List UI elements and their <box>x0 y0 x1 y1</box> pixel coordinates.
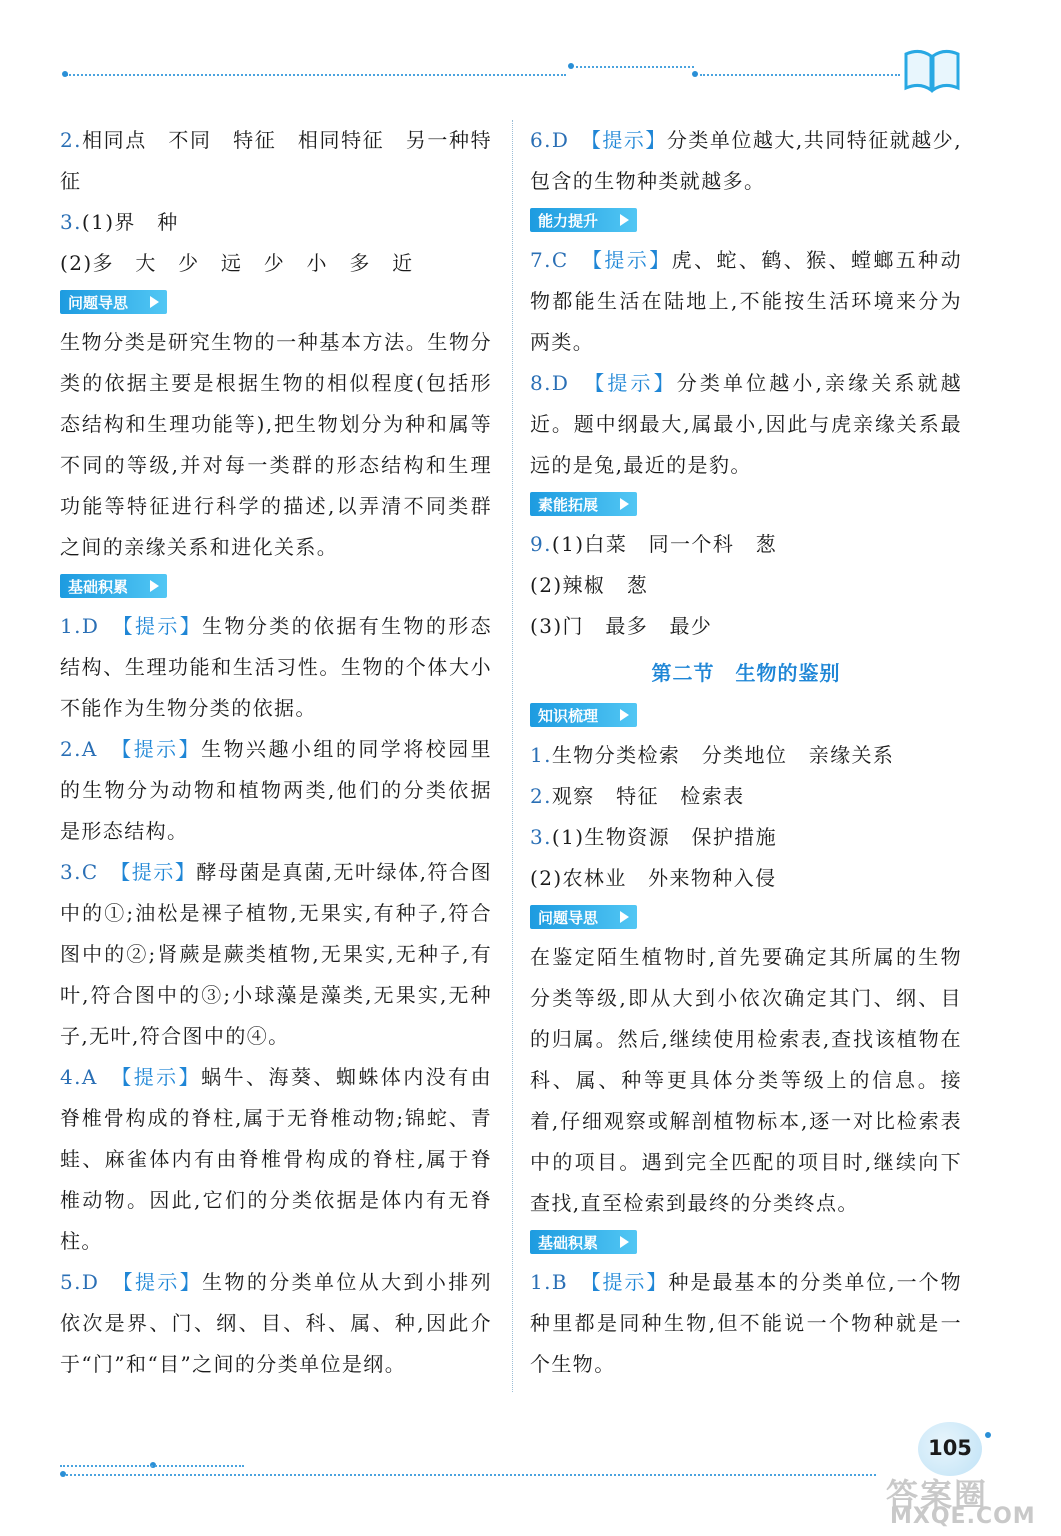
answer-line: 2.相同点 不同 特征 相同特征 另一种特征 <box>60 128 492 193</box>
top-dotted-line-right <box>576 66 694 68</box>
answer-line: 2.观察 特征 检索表 <box>530 784 745 808</box>
answer-item: 1.B 【提示】种是最基本的分类单位,一个物种里都是同种生物,但不能说一个物种就是一个生物。 <box>530 1270 962 1376</box>
play-triangle-icon <box>620 709 629 721</box>
answer-item: 5.D 【提示】生物的分类单位从大到小排列依次是界、门、纲、目、科、属、种,因此介于“门”和“目”之间的分类单位是纲。 <box>60 1270 492 1376</box>
answer-line: 1.生物分类检索 分类地位 亲缘关系 <box>530 743 895 767</box>
section-label-jichujilei: 基础积累 <box>60 574 167 598</box>
play-triangle-icon <box>150 296 159 308</box>
top-dotted-line-far <box>700 74 900 76</box>
answer-line: (2)辣椒 葱 <box>530 573 649 597</box>
page-number-badge <box>918 1422 982 1476</box>
answer-line: 3.(1)生物资源 保护措施 <box>530 825 778 849</box>
play-triangle-icon <box>620 214 629 226</box>
page-dot <box>985 1432 991 1438</box>
top-dot-right <box>692 71 698 77</box>
answer-item: 6.D 【提示】分类单位越大,共同特征就越少,包含的生物种类就越多。 <box>530 128 962 193</box>
answer-item: 8.D 【提示】分类单位越小,亲缘关系就越近。题中纲最大,属最小,因此与虎亲缘关系最远的是兔,最近的是豹。 <box>530 371 962 477</box>
section-label-wentidaosi-2: 问题导思 <box>530 905 637 929</box>
right-column <box>530 120 962 1385</box>
section-title: 第二节 生物的鉴别 <box>651 661 841 685</box>
section-label-zhishishuli: 知识梳理 <box>530 703 637 727</box>
answer-item: 1.D 【提示】生物分类的依据有生物的形态结构、生理功能和生活习性。生物的个体大小不能作为生物分类的依据。 <box>60 614 492 720</box>
answer-line: (3)门 最多 最少 <box>530 614 713 638</box>
top-dot-left <box>62 71 68 77</box>
paragraph: 在鉴定陌生植物时,首先要确定其所属的生物分类等级,即从大到小依次确定其门、纲、目的归属。然后,继续使用检索表,查找该植物在科、属、种等更具体分类等级上的信息。接着,仔细观察或解剖植物标本,逐一对比检索表中的项目。遇到完全匹配的项目时,继续向下查找,直至检索到最终的分类终点。 <box>530 945 962 1215</box>
section-label-nenglitisheng: 能力提升 <box>530 208 637 232</box>
book-icon <box>902 46 962 94</box>
play-triangle-icon <box>620 911 629 923</box>
answer-line: (2)多 大 少 远 少 小 多 近 <box>60 251 414 275</box>
column-divider <box>512 120 513 1392</box>
answer-item: 7.C 【提示】虎、蛇、鹤、猴、螳螂五种动物都能生活在陆地上,不能按生活环境来分为两类。 <box>530 248 962 354</box>
section-label-sunengtuozhan: 素能拓展 <box>530 492 637 516</box>
bottom-dot-left <box>60 1471 66 1477</box>
answer-line: 9.(1)白菜 同一个科 葱 <box>530 532 778 556</box>
section-label-jichujilei-2: 基础积累 <box>530 1230 637 1254</box>
answer-item: 3.C 【提示】酵母菌是真菌,无叶绿体,符合图中的①;油松是裸子植物,无果实,有种子,符合图中的②;肾蕨是蕨类植物,无果实,无种子,有叶,符合图中的③;小球藻是藻类,无果实,无种子,无叶,符合图中的④。 <box>60 860 492 1048</box>
answer-list-top <box>60 120 492 284</box>
top-dotted-line <box>66 74 566 76</box>
answer-item: 2.A 【提示】生物兴趣小组的同学将校园里的生物分为动物和植物两类,他们的分类依据是形态结构。 <box>60 737 493 843</box>
top-dot-mid <box>568 63 574 69</box>
page-number: 105 <box>928 1436 972 1460</box>
paragraph: 生物分类是研究生物的一种基本方法。生物分类的依据主要是根据生物的相似程度(包括形态结构和生理功能等),把生物划分为种和属等不同的等级,并对每一类群的形态结构和生理功能等特征进行科学的描述,以弄清不同类群之间的亲缘关系和进化关系。 <box>60 330 492 559</box>
play-triangle-icon <box>620 498 629 510</box>
section-label-wentidaosi: 问题导思 <box>60 290 167 314</box>
play-triangle-icon <box>620 1236 629 1248</box>
play-triangle-icon <box>150 580 159 592</box>
watermark: 答案圈 MXQE.COM <box>886 1476 1036 1529</box>
bottom-dotted-line-short <box>60 1465 244 1467</box>
bottom-dotted-line <box>66 1474 876 1476</box>
answer-line: (2)农林业 外来物种入侵 <box>530 866 777 890</box>
answer-item: 4.A 【提示】蜗牛、海葵、蜘蛛体内没有由脊椎骨构成的脊柱,属于无脊椎动物;锦蛇、青蛙、麻雀体内有由脊椎骨构成的脊柱,属于脊椎动物。因此,它们的分类依据是体内有无脊柱。 <box>60 1065 493 1253</box>
answer-line: 3.(1)界 种 <box>60 210 179 234</box>
left-column <box>60 120 492 1385</box>
